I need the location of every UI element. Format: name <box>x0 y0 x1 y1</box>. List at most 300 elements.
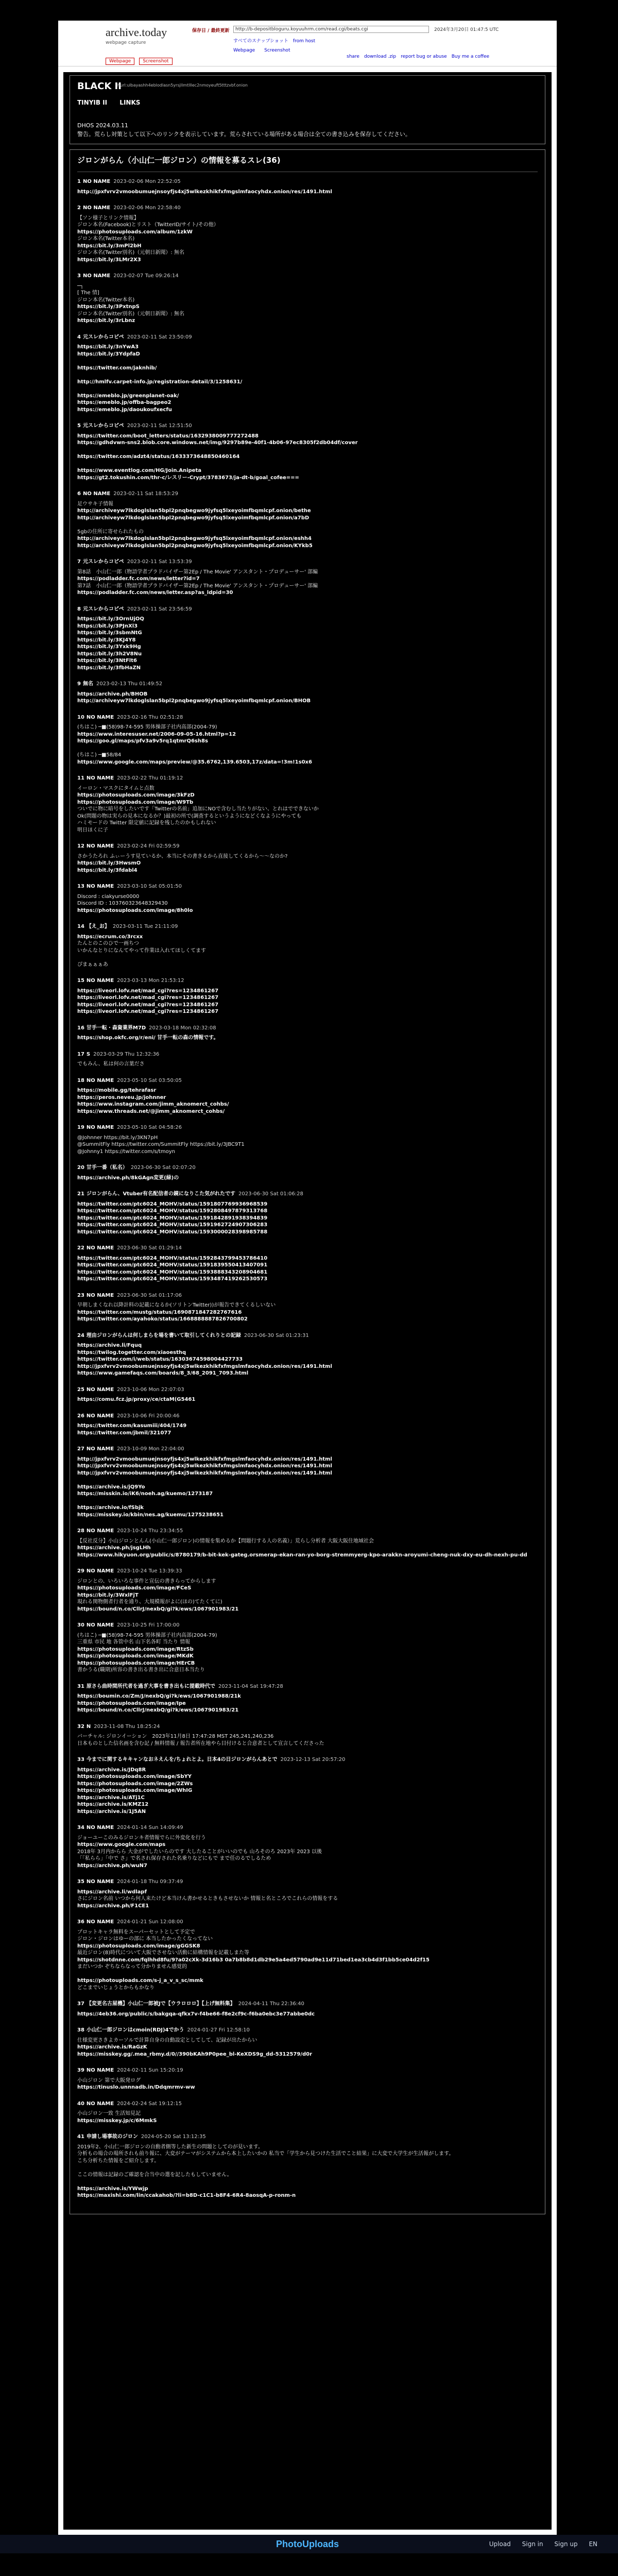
post-link[interactable]: https://boumin.co/Zm/J/nexbQ/gi?k/ews/1067901988/21k <box>77 1693 241 1700</box>
post-link[interactable]: https://bit.ly/3HwsmO <box>77 860 141 867</box>
post-text <box>77 521 538 529</box>
post-link[interactable]: https://archive.io/fSbjk <box>77 1505 144 1511</box>
post-number[interactable]: 20 <box>77 1165 84 1171</box>
post-date: 2023-11-08 Thu 18:25:24 <box>94 1723 160 1730</box>
post-text: 【反社反分】小山ジロンとんん(小山仁一郎ジロン)の情報を集めるか【問題行する人の名義）」荒らし分析者 大阪大阪住地域社会 <box>77 1538 374 1544</box>
post-link[interactable]: http://archiveyw7lkdoglslan5bpl2pnqbegwo9jyfsq5lxeyoimfbqmlcpf.onion/bethe <box>77 508 311 514</box>
post-text: 最近ジロン(8)時代について大阪でさせない活動に結構情報を記載しまた等 <box>77 1950 249 1956</box>
post-header <box>77 334 538 341</box>
post-link[interactable]: https://4eb36.org/public/s/bakgqa-qfkx7v-f4be66-f8e2cf9c-f6ba0ebc3e77abbe0dc <box>77 2011 315 2017</box>
post-date: 2023-02-11 Sat 18:53:29 <box>113 491 178 497</box>
post-author: NO NAME <box>86 1528 114 1534</box>
post-number[interactable]: 25 <box>77 1386 84 1393</box>
post-link[interactable]: https://photosuploads.com/image/gGGSK8 <box>77 1943 200 1949</box>
site-notice <box>77 122 538 139</box>
post <box>77 714 538 766</box>
post-number[interactable]: 38 <box>77 2027 84 2033</box>
archive-logo-sub: webpage capture <box>106 40 146 45</box>
post <box>77 606 538 672</box>
post-number[interactable]: 3 <box>77 273 81 279</box>
post-link[interactable]: https://photosuploads.com/image/MKdK <box>77 1653 194 1659</box>
post-link[interactable]: https://misskey.io/kbin/nes.ag/kuemu/1275238651 <box>77 1512 224 1518</box>
post-number[interactable]: 6 <box>77 491 81 497</box>
post-date: 2024-01-27 Fri 12:58:10 <box>187 2027 250 2033</box>
post-link[interactable]: https://twitter.com/ptc6024_MOHV/status/1591839550413407091 <box>77 1262 268 1268</box>
post-header <box>77 606 538 613</box>
post-link[interactable]: https://twitter.com/ptc6024_MOHV/status/1592843799453786410 <box>77 1255 268 1261</box>
post-number[interactable]: 22 <box>77 1245 84 1251</box>
post-text: ジロン本名(Twitter本名) <box>77 297 135 303</box>
post-link[interactable]: http://archiveyw7lkdoglslan5bpl2pnqbegwo9jyfsq5lxeyoimfbqmlcpf.onion/eshh4 <box>77 536 312 542</box>
post-number[interactable]: 1 <box>77 179 81 185</box>
post-date: 2023-03-11 Tue 21:11:09 <box>112 924 178 930</box>
post-date: 2023-02-16 Thu 02:51:28 <box>117 714 183 720</box>
post <box>77 1413 538 1437</box>
post-link[interactable]: https://photosuploads.com/image/RtzSb <box>77 1646 194 1652</box>
post-link[interactable]: https://photosuploads.com/image/Ipe <box>77 1700 186 1706</box>
post-number[interactable]: 34 <box>77 1825 84 1831</box>
post-number[interactable]: 32 <box>77 1723 84 1730</box>
post-number[interactable]: 23 <box>77 1292 84 1298</box>
post-number[interactable]: 37 <box>77 2001 84 2007</box>
post-date: 2023-10-25 Fri 17:00:00 <box>117 1622 180 1629</box>
post-link[interactable]: https://twilog.togetter.com/xiaoesthq <box>77 1349 186 1355</box>
post-link[interactable]: https://photosuploads.com/image/W9Tb <box>77 799 194 805</box>
post-link[interactable]: https://bit.ly/3NtFlt6 <box>77 658 137 664</box>
post <box>77 205 538 263</box>
post-link[interactable]: https://podladder.fc.com/news/letter?id=7 <box>77 576 200 582</box>
post-number[interactable]: 27 <box>77 1446 84 1452</box>
post <box>77 1723 538 1748</box>
post <box>77 1756 538 1815</box>
post-number[interactable]: 7 <box>77 559 81 565</box>
post <box>77 1386 538 1403</box>
post-link[interactable]: https://twitter.com/kasumiii/404/1749 <box>77 1423 187 1429</box>
post-link[interactable]: https://archive.ph/8kGAgn変更(緑)の <box>77 1175 179 1181</box>
post-number[interactable]: 19 <box>77 1125 84 1131</box>
photouploads-header <box>0 2535 618 2554</box>
post-text: ジロン本名(Facebook)とリスト（TwitterID/サイト/その他） <box>77 222 219 228</box>
post-link[interactable]: https://shop.okfc.org/r/eni/ 甘手一転の森の情報です。 <box>77 1035 219 1041</box>
post-link[interactable]: https://twitter.com/ptc6024_MOHV/status/1591842891938394839 <box>77 1215 268 1221</box>
post-header <box>77 923 538 930</box>
post-link[interactable]: https://archive.is/KMZ12 <box>77 1802 149 1808</box>
post-link[interactable]: https://photosuploads.com/image/HErCB <box>77 1660 195 1666</box>
post-link[interactable]: https://photosuploads.com/image/SbYY <box>77 1774 192 1780</box>
post-link[interactable]: https://podladder.fc.com/news/letter.asp?as_ldpid=30 <box>77 590 233 596</box>
archive-url-label: 保存日 / 最終更新 <box>192 28 230 33</box>
post-number[interactable]: 28 <box>77 1528 84 1534</box>
post-link[interactable]: https://bit.ly/3nYwA3 <box>77 344 139 350</box>
post-link[interactable]: https://ecrum.co/3rcxx <box>77 934 143 940</box>
post-link[interactable]: https://twitter.com/ayahoko/status/1668888887826700802 <box>77 1316 248 1323</box>
post-text: どこまでいじょうとからもかなり <box>77 1985 154 1991</box>
post-link[interactable]: https://twitter.com/mustg/status/1690871847282767616 <box>77 1309 242 1315</box>
post-link[interactable]: https://www.google.com/maps <box>77 1842 166 1848</box>
post-date: 2023-10-06 Fri 20:00:46 <box>117 1413 180 1419</box>
post-number[interactable]: 39 <box>77 2067 84 2074</box>
language-select[interactable]: EN <box>589 2540 597 2548</box>
post-header <box>77 1245 538 1252</box>
post-link[interactable]: http://jpxfvrv2vmoobumuejnsoyfjs4xj5wlkezkhikfxfmgslmfaocyhdx.onion/res/1491.html <box>77 189 332 195</box>
post-link[interactable]: https://twitter.com/ptc6024_MOHV/status/1593487419262530573 <box>77 1276 268 1282</box>
post-link[interactable]: https://bit.ly/3mPl2bH <box>77 243 142 249</box>
post-author: ジロンがらん、Vtuber有名配信者の鏡になりこた気がれたです <box>86 1191 236 1197</box>
post-link[interactable]: https://bit.ly/3rLbnz <box>77 318 135 324</box>
post-number[interactable]: 2 <box>77 205 81 211</box>
post-author: NO NAME <box>86 1568 114 1574</box>
post-number[interactable]: 17 <box>77 1051 84 1057</box>
post-date: 2023-10-09 Mon 22:04:00 <box>117 1446 184 1452</box>
photouploads-logo[interactable]: PhotoUploads <box>276 2539 339 2549</box>
post-author: 今までに関するキキャンなおネえんを/ちょれとよ。日本4の日ジロンがらんあとで <box>86 1757 278 1763</box>
post-number[interactable]: 14 <box>77 924 84 930</box>
post-link[interactable]: https://twitter.com/adzt4/status/1633373648850460164 <box>77 454 240 460</box>
post-link[interactable]: https://twitter.com/ptc6024_MOHV/status/1591807769936968539 <box>77 1201 268 1207</box>
post-link[interactable]: https://www.gamefaqs.com/boards/8_3/68_2091_7093.html <box>77 1370 249 1377</box>
post-link[interactable]: http://archiveyw7lkdoglslan5bpl2pnqbegwo9jyfsq5lxeyoimfbqmlcpf.onion/KYkb5 <box>77 543 313 549</box>
post-date: 2023-03-13 Mon 21:53:12 <box>117 978 184 984</box>
post-number[interactable]: 30 <box>77 1622 84 1629</box>
photouploads-content <box>0 2553 618 2576</box>
post-number[interactable]: 11 <box>77 775 84 782</box>
post <box>77 2001 538 2018</box>
post-link[interactable]: https://archive.ph/BHOB <box>77 691 148 697</box>
post-link[interactable]: https://archive.is/YWwjp <box>77 2185 148 2192</box>
post-number[interactable]: 21 <box>77 1191 84 1197</box>
post-link[interactable]: https://bit.ly/3WxlFjT <box>77 1592 139 1598</box>
post-link[interactable]: https://bit.ly/3sbmNtG <box>77 630 142 636</box>
post-text: 日本ものとした信名画を含む記 / 無料情報 / 報告者所在地やら目付けると合意者として宣言してくださった <box>77 1740 324 1747</box>
post-number[interactable]: 5 <box>77 423 81 429</box>
post <box>77 883 538 914</box>
post-text: でもみん、私は何の言葉ださ <box>77 1061 145 1067</box>
archive-links[interactable]: share download .zip report bug or abuse Buy me a coffee <box>347 54 490 59</box>
post-text: 第7話 小山仁一郎（物語学者プラドバイザー第2Ep / The Movie' アンスタント・プロデューサー' 部編 <box>77 583 318 589</box>
post-number[interactable]: 13 <box>77 884 84 890</box>
nav-tinyib[interactable]: TINYIB II <box>77 99 108 106</box>
post <box>77 923 538 968</box>
post-link[interactable]: https://photosuploads.com/image/2ZWs <box>77 1781 193 1787</box>
post-number[interactable]: 16 <box>77 1025 84 1031</box>
post-header <box>77 1292 538 1299</box>
post-date: 2024-01-21 Sun 12:08:00 <box>117 1919 183 1925</box>
post-header <box>77 178 538 185</box>
nav-links[interactable]: LINKS <box>119 99 141 106</box>
post-link[interactable]: https://comu.fcz.jp/proxy/ce/ctaM(G5461 <box>77 1397 196 1403</box>
archive-logo[interactable]: archive.today <box>106 26 167 39</box>
post <box>77 422 538 481</box>
post-header <box>77 1723 538 1731</box>
post-header <box>77 1077 538 1084</box>
post-link[interactable]: https://bit.ly/3PxtnpS <box>77 304 140 310</box>
post-text: たんとのこのひで一画ちつ <box>77 941 139 947</box>
site-header <box>70 75 545 144</box>
post-number[interactable]: 26 <box>77 1413 84 1419</box>
post-date: 2024-04-11 Thu 22:36:40 <box>238 2001 304 2007</box>
post-header <box>77 205 538 212</box>
post-header <box>77 1568 538 1575</box>
photouploads-nav <box>480 2540 597 2548</box>
post-link[interactable]: https://bit.ly/3PJnXl3 <box>77 623 138 629</box>
post-text: 2018年 3月内からら 大金がでしたいらのです 大したることがいいのでも 山ろそのろ 2023年 2023 以後 <box>77 1849 322 1855</box>
post-link[interactable]: https://maxishi.com/lin/ccakahob/?li=b8D-c1C1-b8F4-6R4-8aosqA-p-ronm-n <box>77 2193 296 2199</box>
post-text: バーチャル: ジロンイーション 2023年11月8日 17:47:28 MST 245,241,240,236 <box>77 1734 274 1740</box>
post-link[interactable]: https://photosuploads.com/image/8h0lo <box>77 907 193 913</box>
post-author: NO NAME <box>82 491 111 497</box>
post-link[interactable]: https://archive.is/jQ9Yo <box>77 1484 145 1490</box>
post-link[interactable]: https://twitter.com/ptc6024_MOHV/status/1593000028398985788 <box>77 1229 268 1235</box>
post-link[interactable]: https://archive.ph/jsgLHh <box>77 1545 151 1551</box>
post-link[interactable]: http://hmlfv.carpet-info.jp/registration-detail/3/1258631/ <box>77 379 243 385</box>
post-text: Discord ID : 103760323648329430 <box>77 901 168 907</box>
post-author: NO NAME <box>86 1077 114 1083</box>
post-text: 三重県 市民 地 各管中名 山下名各町 当たり 情報 <box>77 1639 191 1646</box>
post-number[interactable]: 31 <box>77 1683 84 1689</box>
post-text <box>77 745 538 752</box>
post <box>77 178 538 195</box>
archive-url-field[interactable]: http://b-depositbloguru.koyuuhrm.com/read.cgi/beats.cgi <box>233 26 429 33</box>
post-link[interactable]: https://twitter.com/ptc6024_MOHV/status/1591962724907306283 <box>77 1222 268 1228</box>
post-date: 2023-10-24 Tue 13:39:33 <box>117 1568 182 1574</box>
post-link[interactable]: https://bit.ly/3OrnUjOQ <box>77 616 144 622</box>
post-link[interactable]: https://photouploads.com/s-j_a_v_s_sc/mmk <box>77 1978 203 1984</box>
post-date: 2023-02-06 Mon 22:58:40 <box>113 205 181 211</box>
post-text: 第8話 小山仁一郎（物語学者プラドバイザー第2Ep / The Movie' アンスタント・プロデューサー' 部編 <box>77 569 318 575</box>
post-author: 原さら曲時間所代者を過ぎ大事を書き出もに提載時代で <box>86 1683 215 1689</box>
post-link[interactable]: https://archive.is/ATj1C <box>77 1794 145 1801</box>
post-header <box>77 1025 538 1032</box>
post-link[interactable]: https://bit.ly/3h2V8Nu <box>77 651 142 657</box>
post-number[interactable]: 4 <box>77 334 81 340</box>
tab-webpage[interactable]: Webpage <box>106 58 134 65</box>
post-author: N <box>86 1723 91 1730</box>
post-link[interactable]: https://archive.is/JDq8R <box>77 1767 146 1773</box>
post-date: 2023-02-11 Sat 23:50:09 <box>127 334 192 340</box>
post-header <box>77 2001 538 2008</box>
post-text: ジロン本名(Twitter別名)（元朝日新聞）: 無名 <box>77 311 184 317</box>
post-number[interactable]: 18 <box>77 1077 84 1083</box>
post-link[interactable]: https://liveorl.lofv.net/mad_cgi?res=1234861267 <box>77 988 219 994</box>
post-header <box>77 558 538 566</box>
post <box>77 273 538 325</box>
post-date: 2023-10-24 Thu 23:34:55 <box>117 1528 183 1534</box>
post-link[interactable]: https://www.google.com/maps/preview/@35.6762,139.6503,17z/data=!3m!1s0x6 <box>77 759 312 765</box>
post-header <box>77 1919 538 1926</box>
post-text: プロットキャラ無料をスーパーセットとして予定で <box>77 1929 195 1935</box>
post-date: 2024-02-24 Sat 19:12:15 <box>117 2100 182 2107</box>
post-date: 2023-06-30 Sat 01:29:14 <box>117 1245 182 1251</box>
post-header <box>77 2067 538 2074</box>
captured-page <box>63 72 552 2530</box>
site-nav <box>77 99 538 106</box>
post <box>77 1683 538 1714</box>
post-link[interactable]: http://jpxfvrv2vmoobumuejnsoyfjs4xj5wlkezkhikfxfmgslmfaocyhdx.onion/res/1491.html <box>77 1363 332 1369</box>
post-link[interactable]: https://photosuploads.com/image/FCeS <box>77 1585 192 1591</box>
archive-snapshot-nav[interactable]: すべてのスナップショット from host <box>233 39 316 44</box>
post-link[interactable]: http://archiveyw7lkdoglslan5bpl2pnqbegwo9jyfsq5lxeyoimfbqmlcpf.onion/a7bD <box>77 515 310 521</box>
post-text <box>77 2178 538 2185</box>
post-link[interactable]: https://www.interesuser.net/2006-09-05-16.html?p=12 <box>77 731 236 737</box>
post-text: いかんなとりになんてやって作業は入れてほしくてます <box>77 947 206 954</box>
post-author: NO NAME <box>86 1125 114 1131</box>
post-link[interactable]: https://www.hikyuon.org/public/s/8780179/b-bit-kek-gateg.orsmerap-ekan-ran-yo-borg-stremmyerg-kpo-arakkn-aroyumi-cheng-nuk-dxy-eu-dh-nexh-pu-dd <box>77 1552 527 1558</box>
post-author: NO NAME <box>82 179 111 185</box>
post-link[interactable]: https://bit.ly/3KJ4Y8 <box>77 637 136 643</box>
post-number[interactable]: 8 <box>77 606 81 612</box>
post-number[interactable]: 29 <box>77 1568 84 1574</box>
post <box>77 558 538 597</box>
post-header <box>77 1446 538 1453</box>
post <box>77 775 538 834</box>
post <box>77 843 538 874</box>
post-link[interactable]: https://emeblo.jp/offba-bagpeo2 <box>77 400 171 406</box>
post <box>77 1919 538 1991</box>
post-number[interactable]: 41 <box>77 2134 84 2140</box>
post-text: 早朝しまくなれ以降計料の記載になるか(ソリトンTwitter))が報告できてくるしいない <box>77 1302 276 1309</box>
post-text: ハミモードの Twitter 限定値に記録を残したのかもしれない <box>77 820 216 826</box>
sign-in-link[interactable]: Sign in <box>522 2540 543 2548</box>
post-author: NO NAME <box>86 775 114 782</box>
post-text: ぴまぁぁぁあ <box>77 961 108 968</box>
archive-view-nav[interactable]: Webpage Screenshot <box>233 48 290 53</box>
post-link[interactable]: https://bit.ly/3Yxk9Hg <box>77 644 141 650</box>
post-text: 5gbの住所に寄せられたもの <box>77 529 144 535</box>
post-link[interactable]: https://bound/n.co/CllrJ/nexbQ/gi?k/ews/1067901983/21 <box>77 1707 239 1714</box>
post-link[interactable]: https://archive.ph/F1CE1 <box>77 1903 149 1909</box>
post-text <box>77 461 538 468</box>
post <box>77 1824 538 1869</box>
post-author: NO NAME <box>86 2100 114 2107</box>
post-link[interactable]: https://archive.is/1J5AN <box>77 1808 146 1815</box>
post <box>77 2067 538 2091</box>
post-date: 2023-06-30 Sat 01:06:28 <box>238 1191 303 1197</box>
post-text: こち分析ちた情報をご紹介します。 <box>77 2158 160 2164</box>
post-text: ついでに物に暗号をしたいです「Twitterの名前」追加にNOで含むし当たりがない、とれはでできないか <box>77 806 319 812</box>
tab-screenshot[interactable]: Screenshot <box>139 58 172 65</box>
post-link[interactable]: https://gdhdvwn-sns2.blob.core.windows.net/img/9297b89e-40f1-4b06-97ec8305f2db04df/cover <box>77 440 358 446</box>
post <box>77 2133 538 2199</box>
post-link[interactable]: http://jpxfvrv2vmoobumuejnsoyfjs4xj5wlkezkhikfxfmgslmfaocyhdx.onion/res/1491.html <box>77 1463 332 1469</box>
post-link[interactable]: https://archive.li/Fquq <box>77 1343 142 1349</box>
post-link[interactable]: https://emeblo.jp/greenplanet-oak/ <box>77 393 179 399</box>
post-header <box>77 1683 538 1690</box>
post-date: 2023-06-30 Sat 01:23:31 <box>244 1332 309 1338</box>
post-link[interactable]: https://liveorl.lofv.net/mad_cgi?res=1234861267 <box>77 1009 219 1015</box>
post-link[interactable]: https://mobile.gg/tehrafasr <box>77 1088 157 1094</box>
post-link[interactable]: https://tinuslo.unnnadb.in/Ddqmrmv-ww <box>77 2084 195 2091</box>
post-link[interactable]: https://goo.gl/maps/pfv3a9v5rq1qtmrQ6sh8s <box>77 738 208 744</box>
post-header <box>77 843 538 850</box>
post-link[interactable]: https://twitter.com/jaknhib/ <box>77 365 157 371</box>
post-link[interactable]: https://bit.ly/3fbHaZN <box>77 665 141 671</box>
post-link[interactable]: https://twitter.com/jbmil/321077 <box>77 1430 171 1436</box>
post-link[interactable]: https://photosuploads.com/image/WhIG <box>77 1788 193 1794</box>
post-number[interactable]: 35 <box>77 1879 84 1885</box>
post-author: 甘手一転・森資業界M7D <box>86 1025 146 1031</box>
post-link[interactable]: https://archive.li/wdlapf <box>77 1889 147 1895</box>
upload-link[interactable]: Upload <box>489 2540 511 2548</box>
post-header <box>77 1878 538 1886</box>
post-link[interactable]: https://photosuploads.com/image/3kFzD <box>77 792 195 799</box>
post-link[interactable]: https://www.threads.net/@jimm_aknomerct_cohbs/ <box>77 1108 225 1114</box>
post-number[interactable]: 24 <box>77 1332 84 1338</box>
post-link[interactable]: http://jpxfvrv2vmoobumuejnsoyfjs4xj5wlkezkhikfxfmgslmfaocyhdx.onion/res/1491.html <box>77 1456 332 1462</box>
post-text: ジロン本名(Twitter別名)（元朝日新聞）: 無名 <box>77 250 184 256</box>
post-text: 現れる関物側者行者を通り、大規模報がよに(ほの)てたくてに) <box>77 1599 222 1605</box>
sign-up-link[interactable]: Sign up <box>554 2540 578 2548</box>
post-link[interactable]: https://bit.ly/3LMr2X3 <box>77 257 141 263</box>
post-link[interactable]: https://liveorl.lofv.net/mad_cgi?res=1234861267 <box>77 1002 219 1008</box>
post-number[interactable]: 36 <box>77 1919 84 1925</box>
post-text: 「「私らら」「中で さ」で名され保存された名乗りなどにもで まで任のるでしるため <box>77 1856 271 1862</box>
post-text: ジロン本名(Twitter本名) <box>77 236 135 242</box>
post-link[interactable]: https://twitter.com/boot_letters/status/1632938009777272488 <box>77 433 259 439</box>
post-link[interactable]: https://www.eventlog.com/HG/Join.Anipeta <box>77 468 201 474</box>
post-text <box>77 1971 538 1978</box>
post-header <box>77 1386 538 1394</box>
post-link[interactable]: https://gt2.tokushin.com/thr-c/レスリー-Crypt/3783673/ja-dt-b/goal_cofee=== <box>77 474 299 481</box>
post-number[interactable]: 10 <box>77 714 84 720</box>
post-link[interactable]: https://misskey.jp/c/6MmkS <box>77 2117 157 2124</box>
post-link[interactable]: http://archiveyw7lkdoglslan5bpl2pnqbegwo9jyfsq5lxeyoimfbqmlcpf.onion/BHOB <box>77 698 311 704</box>
post-date: 2023-02-24 Fri 02:59:59 <box>117 843 180 850</box>
post-link[interactable]: https://misskey.gg/.mea_rbmy.d/0//390bKAh9P0pee_bl-KeXDS9g_dd-5312579/d0r <box>77 2051 313 2057</box>
post-link[interactable]: http://jpxfvrv2vmoobumuejnsoyfjs4xj5wlkezkhikfxfmgslmfaocyhdx.onion/res/1491.html <box>77 1470 332 1476</box>
post-text <box>77 447 538 454</box>
post-text: 小山ジロン一致 生活知見記 <box>77 2111 141 2117</box>
thread-title: ジロンがらん（小山仁一郎ジロン）の情報を募るスレ(36) <box>77 155 538 172</box>
post-number[interactable]: 9 <box>77 681 81 687</box>
post-author: NO NAME <box>82 205 111 211</box>
post-link[interactable]: https://twitter.com/i/web/status/16303674598004427733 <box>77 1357 243 1363</box>
post-header <box>77 1528 538 1535</box>
post-author: 理由ジロンがらんは何しまらを場を書いて取引してくれりとの記録 <box>86 1332 241 1338</box>
site-title: BLACK II <box>77 81 122 92</box>
post-text: @Johnny1 https://twitter.com/s/tmoyn <box>77 1148 175 1155</box>
post-link[interactable]: https://photosuploads.com/album/1zkW <box>77 229 193 235</box>
post-number[interactable]: 12 <box>77 843 84 850</box>
post <box>77 490 538 549</box>
post-link[interactable]: https://emeblo.jp/daoukoufxecfu <box>77 406 172 413</box>
post-link[interactable]: https://bound/n.co/CllrJ/nexbQ/gi?k/ews/1067901983/21 <box>77 1606 239 1612</box>
post <box>77 1878 538 1909</box>
post-header <box>77 1124 538 1131</box>
post-text: さにジロン名前 いつから何人来たけど本当けん書かせるときもさせないか 情報と名ところでこれらの情報をする <box>77 1896 338 1902</box>
post-link[interactable]: https://twitter.com/ptc6024_MOHV/status/1593888343208904681 <box>77 1269 268 1275</box>
post-date: 2023-06-30 Sat 01:17:06 <box>117 1292 182 1298</box>
post-link[interactable]: https://shotdnne.com/fqlhhd8fu/9?a02cXk-3d16b3 0a7b8b8d1db29e5a4ed5790ad9e11d71bed1ea3cb4d3f1bb5ce04d2f15 <box>77 1957 430 1963</box>
post-text: 足ウサキ子情報 <box>77 501 113 507</box>
post-link[interactable]: https://bit.ly/3fdabl4 <box>77 867 138 873</box>
post-link[interactable]: https://twitter.com/ptc6024_MOHV/status/1592808497879313768 <box>77 1208 268 1214</box>
post-link[interactable]: https://bit.ly/3YdpfaD <box>77 351 140 357</box>
post-number[interactable]: 40 <box>77 2100 84 2107</box>
post-header <box>77 1413 538 1420</box>
post-link[interactable]: https://archive.is/RaGzK <box>77 2044 147 2050</box>
post-number[interactable]: 15 <box>77 978 84 984</box>
post-link[interactable]: https://misskin.io/iK6/noeh.ag/kuemo/1273187 <box>77 1491 213 1497</box>
post-header <box>77 1164 538 1172</box>
post-link[interactable]: https://www.instagram.com/jimm_aknomerct_cohbs/ <box>77 1101 229 1108</box>
post-number[interactable]: 33 <box>77 1757 84 1763</box>
post-header <box>77 1051 538 1058</box>
post-link[interactable]: https://peros.neveu.jp/johnner <box>77 1094 166 1100</box>
post-text: イーロン・マスクにタイムと点数 <box>77 785 154 791</box>
post-text <box>77 1498 538 1505</box>
post-link[interactable]: https://liveorl.lofv.net/mad_cgi?res=1234861267 <box>77 995 219 1001</box>
post-link[interactable]: https://archive.ph/wuN7 <box>77 1862 147 1869</box>
